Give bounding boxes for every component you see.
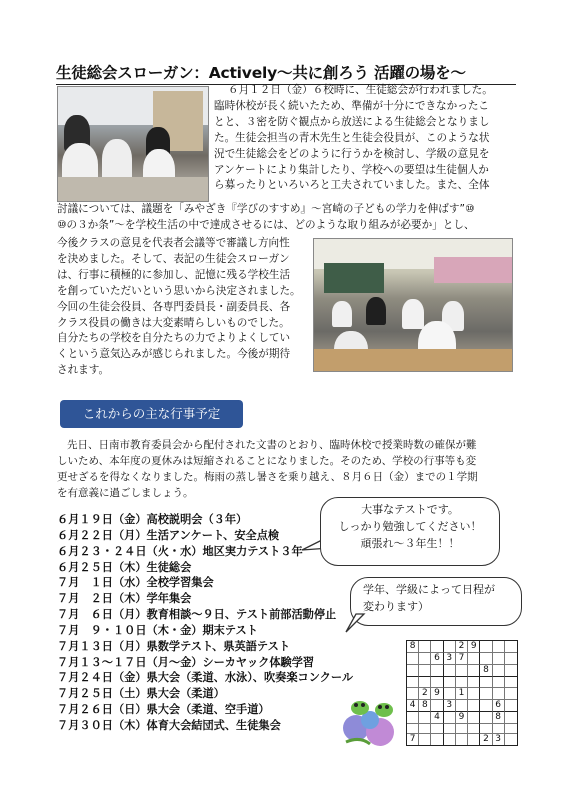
sudoku-cell: [480, 677, 492, 688]
sudoku-cell: 1: [456, 688, 468, 700]
sudoku-cell: 9: [468, 641, 480, 653]
sudoku-cell: 9: [456, 712, 468, 724]
sudoku-cell: 2: [456, 641, 468, 653]
sudoku-cell: [505, 700, 517, 712]
sudoku-cell: [407, 677, 419, 688]
schedule-item: ７月２４日（金）県大会（柔道、水泳）、吹奏楽コンクール: [57, 671, 354, 685]
sudoku-cell: [456, 677, 468, 688]
sudoku-cell: [444, 734, 456, 745]
sudoku-cell: [444, 641, 456, 653]
sudoku-cell: 2: [480, 734, 492, 745]
sudoku-cell: [444, 712, 456, 724]
text-line: を有意義に過ごしましょう。: [57, 486, 194, 499]
sudoku-cell: 6: [431, 653, 443, 665]
discussion-paragraph: [57, 202, 517, 234]
sudoku-cell: [419, 724, 431, 735]
sudoku-cell: 9: [431, 688, 443, 700]
sudoku-cell: 4: [407, 700, 419, 712]
sudoku-cell: [456, 700, 468, 712]
bubble-text: 頑張れ～３年生！！: [360, 537, 460, 550]
text-line: 臨時休校が長く続いたため、準備が十分にできなかったこ: [214, 99, 490, 112]
sudoku-cell: [480, 653, 492, 665]
sudoku-cell: [444, 677, 456, 688]
sudoku-cell: [456, 665, 468, 677]
sudoku-cell: [493, 677, 505, 688]
sudoku-cell: [431, 665, 443, 677]
sudoku-cell: 3: [444, 700, 456, 712]
sudoku-cell: [431, 724, 443, 735]
sudoku-cell: [444, 724, 456, 735]
text-line: とと、３密を防ぐ観点から放送による生徒総会となりまし: [214, 115, 490, 128]
text-line: くという意気込みが感じられました。今後が期待: [57, 348, 291, 361]
sudoku-cell: [505, 688, 517, 700]
sudoku-cell: [419, 734, 431, 745]
sudoku-cell: [505, 641, 517, 653]
sudoku-cell: [505, 653, 517, 665]
text-line: 自分たちの学校を自分たちの力でよりよくしてい: [57, 332, 291, 345]
bubble-text: 学年、学級によって日程が: [363, 583, 495, 596]
sudoku-cell: [480, 688, 492, 700]
text-line: アンケートにより集計したり、学校への要望は生徒個人か: [214, 163, 489, 176]
sudoku-cell: [468, 677, 480, 688]
sudoku-cell: [493, 665, 505, 677]
sudoku-cell: [493, 724, 505, 735]
sudoku-cell: [480, 724, 492, 735]
schedule-item: ６月２２日（月）生活アンケート、安全点検: [57, 528, 280, 542]
schedule-item: ７月３０日（木）体育大会結団式、生徒集会: [57, 718, 281, 732]
text-line: ６月１２日（金）６校時に、生徒総会が行われました。: [228, 84, 493, 96]
sudoku-cell: 4: [431, 712, 443, 724]
sudoku-cell: 8: [493, 712, 505, 724]
sudoku-cell: 8: [407, 641, 419, 653]
sudoku-cell: [505, 677, 517, 688]
bubble-text: 変わります）: [363, 600, 429, 613]
schedule-item: ７月 ９・１０日（木・金）期末テスト: [57, 623, 258, 637]
sudoku-cell: [419, 653, 431, 665]
sudoku-cell: 2: [419, 688, 431, 700]
photo-students-reading: [57, 86, 209, 202]
text-line: を創っていただいという思いから決定されました。: [57, 284, 301, 297]
text-line: 況で生徒総会をどのように行うかを検討し、学級の意見を: [214, 147, 490, 160]
sudoku-cell: [468, 653, 480, 665]
sudoku-cell: [419, 641, 431, 653]
sudoku-cell: [480, 641, 492, 653]
sudoku-cell: [407, 724, 419, 735]
photo-classroom: [313, 238, 513, 372]
sudoku-cell: [468, 688, 480, 700]
sudoku-cell: [419, 677, 431, 688]
text-line: されます。: [57, 364, 110, 377]
sudoku-cell: [505, 734, 517, 745]
hydrangea-frog-icon: [340, 690, 404, 748]
sudoku-cell: 8: [480, 665, 492, 677]
section-heading: これからの主な行事予定: [60, 400, 243, 428]
text-line: た。生徒会担当の青木先生と生徒会役員が、このような状: [214, 131, 490, 144]
bubble-tail-icon: [342, 612, 372, 634]
sudoku-cell: [456, 724, 468, 735]
text-line: クラス役員の働きは大変素晴らしいものでした。: [57, 316, 290, 329]
sudoku-cell: [444, 688, 456, 700]
sudoku-cell: 7: [456, 653, 468, 665]
sudoku-cell: [431, 641, 443, 653]
schedule-item: ７月 ２日（木）学年集会: [57, 592, 192, 606]
sudoku-cell: [431, 677, 443, 688]
schedule-item: ６月２３・２４日（火・水）地区実力テスト３年: [57, 544, 303, 558]
text-line: を決めました。そして、表記の生徒会スローガン: [57, 252, 290, 265]
text-line: 今回の生徒会役員、各専門委員長・副委員長、各: [57, 300, 291, 313]
sudoku-cell: 6: [493, 700, 505, 712]
schedule-intro-paragraph: [57, 438, 519, 502]
schedule-item: ６月１９日（金）高校説明会（３年）: [57, 513, 248, 526]
sudoku-cell: [505, 665, 517, 677]
sudoku-cell: [407, 665, 419, 677]
text-line: 更せざるを得なくなりました。梅雨の蒸し暑さを乗り越え、８月６日（金）までの１学期: [57, 470, 478, 483]
schedule-item: ７月 ６日（月）教育相談～９日、テスト前部活動停止: [57, 608, 337, 622]
schedule-item: ７月１３～１７日（月～金）シーカヤック体験学習: [57, 655, 315, 669]
text-line: 討議については、議題を「みやざき『学びのすすめ』～宮崎の子どもの学力を伸ばす”⑩: [57, 203, 475, 215]
intro-paragraph: [214, 83, 514, 194]
sudoku-cell: [468, 700, 480, 712]
sudoku-cell: [431, 734, 443, 745]
schedule-item: ７月２５日（土）県大会（柔道）: [57, 687, 225, 701]
sudoku-cell: [468, 665, 480, 677]
schedule-item: ７月１３日（月）県数学テスト、県英語テスト: [57, 639, 291, 653]
sudoku-cell: [419, 665, 431, 677]
sudoku-cell: [444, 665, 456, 677]
slogan-paragraph: [57, 236, 309, 379]
sudoku-cell: [456, 734, 468, 745]
sudoku-puzzle: [406, 640, 518, 746]
sudoku-cell: [407, 712, 419, 724]
text-line: ら募ったりといろいろと工夫されていました。また、全体: [214, 179, 490, 192]
sudoku-cell: 7: [407, 734, 419, 745]
schedule-item: ７月２６日（日）県大会（柔道、空手道）: [57, 703, 270, 717]
text-line: は、行事に積極的に参加し、記憶に残る学校生活: [57, 268, 291, 281]
sudoku-cell: [505, 712, 517, 724]
sudoku-cell: [407, 653, 419, 665]
schedule-item: ７月 １日（水）全校学習集会: [57, 576, 214, 590]
sudoku-cell: [493, 653, 505, 665]
sudoku-cell: [407, 688, 419, 700]
sudoku-cell: 3: [444, 653, 456, 665]
schedule-item: ６月２５日（木）生徒総会: [57, 560, 192, 574]
text-line: 今後クラスの意見を代表者会議等で審議し方向性: [57, 237, 290, 249]
sudoku-cell: [468, 724, 480, 735]
sudoku-cell: [505, 724, 517, 735]
schedule-note-bubble: [350, 577, 522, 626]
sudoku-cell: 8: [419, 700, 431, 712]
text-line: ⑩の３か条”～を学校生活の中で達成させるには、どのような取り組みが必要か」とし、: [57, 218, 475, 231]
text-line: 先日、日南市教育委員会から配付された文書のとおり、臨時休校で授業時数の確保が難: [67, 439, 477, 451]
page-title: 生徒総会スローガン：Actively～共に創ろう 活躍の場を～: [56, 61, 516, 85]
sudoku-cell: [480, 700, 492, 712]
sudoku-cell: [493, 641, 505, 653]
sudoku-cell: [468, 712, 480, 724]
bubble-text: 大事なテストです。: [361, 503, 459, 516]
bubble-text: しっかり勉強してください！: [338, 520, 482, 533]
sudoku-cell: [419, 712, 431, 724]
sudoku-cell: [480, 712, 492, 724]
sudoku-cell: [493, 688, 505, 700]
sudoku-cell: 3: [493, 734, 505, 745]
encouragement-bubble: [320, 497, 500, 566]
text-line: しいため、本年度の夏休みは短縮されることになりました。そのため、学校の行事等も変: [57, 454, 477, 467]
sudoku-cell: [431, 700, 443, 712]
sudoku-cell: [468, 734, 480, 745]
